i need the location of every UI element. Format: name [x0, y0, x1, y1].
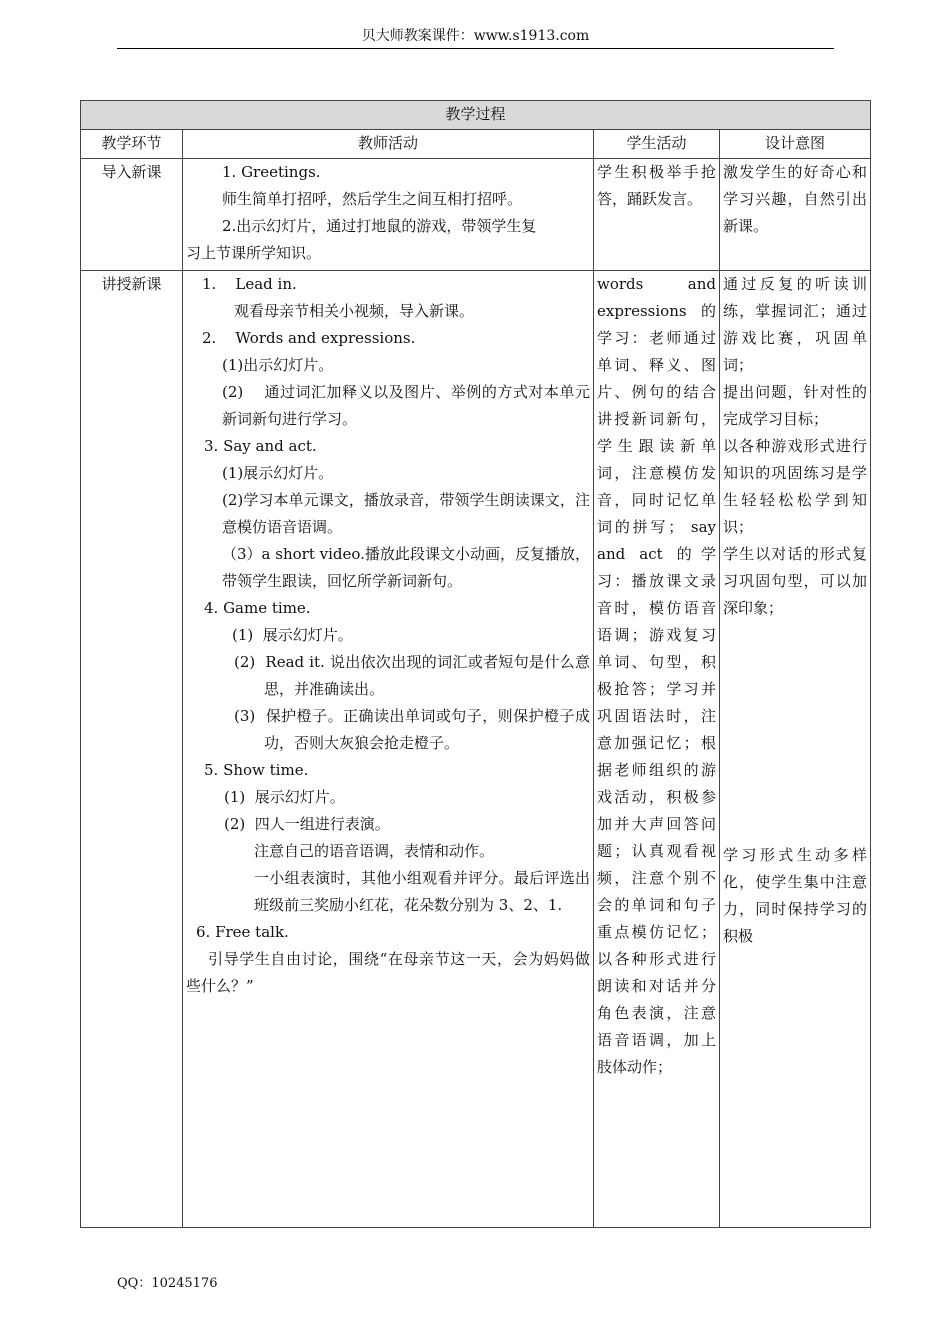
table-title: 教学过程: [81, 101, 871, 130]
teacher-line: (1) 展示幻灯片。: [232, 626, 353, 644]
stage-cell: 导入新课: [81, 159, 183, 271]
student-activity-cell: words and expressions 的学习：老师通过单词、释义、图片、例句的结合讲授新词新句，学生跟读新单词，注意模仿发音，同时记忆单词的拼写； say and act 的学习：播放课文录音时，模仿语音语调；游戏复习单词、句型，积极抢答；学习并巩固语法时，注意加强记忆；根据老师组织的游戏活动，积极参加并大声回答问题；认真观看视频，注意个别不会的单词和句子重点模仿记忆；以各种形式进行朗读和对话并分角色表演，注意语音语调，加上肢体动作；: [594, 271, 720, 1228]
teacher-line: (1) 展示幻灯片。: [224, 788, 345, 806]
column-header-teacher: 教师活动: [183, 130, 594, 159]
teacher-line: （3）a short video.播放此段课文小动画，反复播放，带领学生跟读，回忆所学新词新句。: [222, 545, 590, 590]
teacher-line: 一小组表演时，其他小组观看并评分。最后评选出班级前三奖励小红花，花朵数分别为 3、2、1.: [254, 869, 590, 914]
teacher-line: 6. Free talk.: [196, 923, 289, 941]
intent-paragraph: 通过反复的听读训练，掌握词汇；通过游戏比赛，巩固单词；: [723, 275, 868, 374]
design-intent-cell: [720, 271, 871, 1228]
stage-cell: 讲授新课: [81, 271, 183, 1228]
teacher-line: (1)展示幻灯片。: [222, 464, 334, 482]
teacher-line: (2) 通过词汇加释义以及图片、举例的方式对本单元新词新句进行学习。: [222, 383, 590, 428]
teacher-line: 2.出示幻灯片，通过打地鼠的游戏，带领学生复: [222, 217, 537, 235]
teacher-line: 1. Lead in.: [202, 275, 297, 293]
teacher-line: (2) Read it. 说出依次出现的词汇或者短句是什么意思，并准确读出。: [234, 653, 590, 698]
teacher-line: 观看母亲节相关小视频，导入新课。: [234, 302, 475, 320]
table-row-intro: [81, 159, 871, 271]
teacher-line: 引导学生自由讨论，围绕“在母亲节这一天，会为妈妈做些什么？”: [186, 950, 590, 995]
teacher-line: 注意自己的语音语调，表情和动作。: [254, 842, 495, 860]
intent-paragraph: 以各种游戏形式进行知识的巩固练习是学生轻轻松松学到知识；: [723, 437, 868, 536]
page-header: 贝大师教案课件：www.s1913.com: [117, 26, 834, 49]
intent-paragraph: 提出问题，针对性的完成学习目标；: [723, 383, 868, 428]
teacher-activity-cell: [183, 271, 594, 1228]
teacher-line: 2. Words and expressions.: [202, 329, 416, 347]
student-activity-cell: 学生积极举手抢答，踊跃发言。: [594, 159, 720, 271]
teacher-line: (2) 四人一组进行表演。: [224, 815, 390, 833]
column-header-stage: 教学环节: [81, 130, 183, 159]
teacher-line: 5. Show time.: [204, 761, 309, 779]
table-header-row: [81, 130, 871, 159]
intent-paragraph: 激发学生的好奇心和学习兴趣，自然引出新课。: [723, 163, 868, 235]
intent-paragraph: 学生以对话的形式复习巩固句型，可以加深印象；: [723, 545, 868, 617]
intent-spacer: [723, 622, 867, 842]
teacher-line: (1)出示幻灯片。: [222, 356, 334, 374]
teacher-line: 1. Greetings.: [222, 163, 321, 181]
teacher-line: 4. Game time.: [204, 599, 311, 617]
teacher-line: (2)学习本单元课文，播放录音，带领学生朗读课文，注意模仿语音语调。: [222, 491, 590, 536]
page-footer: QQ：10245176: [117, 1276, 218, 1291]
teacher-line: 习上节课所学知识。: [186, 244, 322, 262]
teacher-line: 3. Say and act.: [204, 437, 317, 455]
teacher-activity-cell: [183, 159, 594, 271]
intent-paragraph: 学习形式生动多样化，使学生集中注意力，同时保持学习的积极: [723, 846, 868, 945]
table-title-row: [81, 101, 871, 130]
column-header-intent: 设计意图: [720, 130, 871, 159]
teacher-line: 师生简单打招呼，然后学生之间互相打招呼。: [222, 190, 523, 208]
teacher-line: (3) 保护橙子。正确读出单词或句子，则保护橙子成功，否则大灰狼会抢走橙子。: [234, 707, 590, 752]
teaching-process-table: [80, 100, 871, 1228]
column-header-student: 学生活动: [594, 130, 720, 159]
table-row-new-lesson: [81, 271, 871, 1228]
design-intent-cell: [720, 159, 871, 271]
